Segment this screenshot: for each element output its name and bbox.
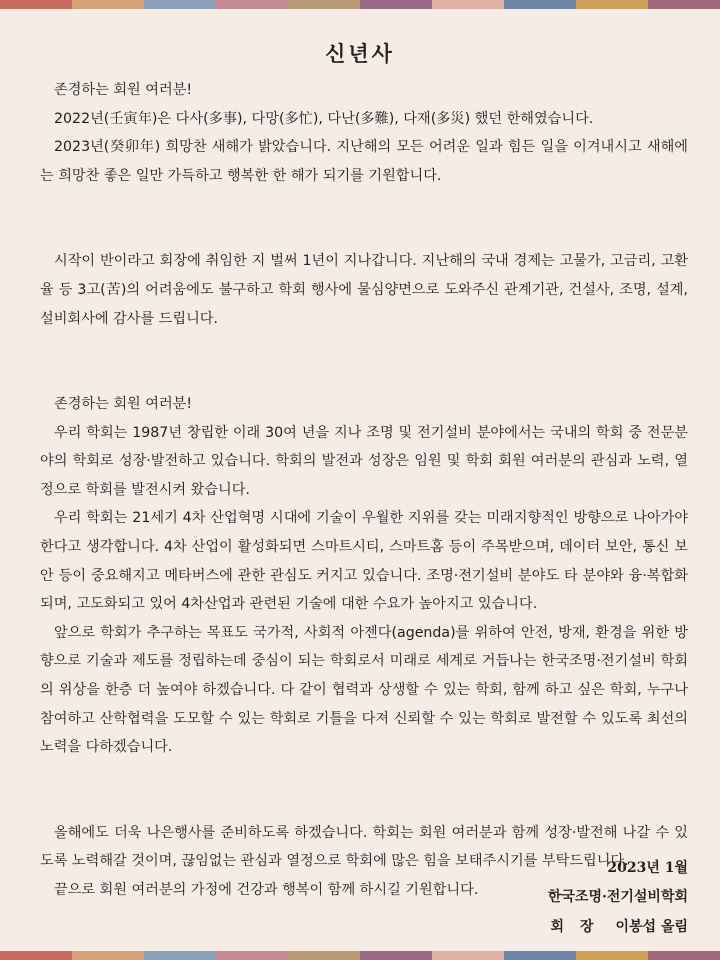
signature-organization: 한국조명·전기설비학회 — [547, 889, 688, 905]
signature-role: 회장 — [550, 919, 610, 935]
stripe-segment — [360, 0, 432, 9]
body-paragraph: 존경하는 회원 여러분! — [54, 396, 193, 413]
body-paragraph: 우리 학회는 1987년 창립한 이래 30여 년을 지나 조명 및 전기설비 분야에서는 국내의 학회 중 전문분야의 학회로 성장·발전하고 있습니다. 학회의 발전과 성장은 임원 및 학회 회원 여러분의 관심과 노력, 열정으로 학회를 발전시켜 왔습니다. — [40, 424, 688, 498]
stripe-segment — [576, 951, 648, 960]
stripe-segment — [144, 951, 216, 960]
body-paragraph: 우리 학회는 21세기 4차 산업혁명 시대에 기술이 우월한 지위를 갖는 미래지향적인 방향으로 나아가야 한다고 생각합니다. 4차 산업이 활성화되면 스마트시티, 스마트홈 등이 주목받으며, 데이터 보안, 통신 보안 등이 중요해지고 메타버스에 관한 관심도 커지고 있습니다. 조명·전기설비 분야도 타 분야와 융·복합화 되며, 고도화되고 있어 4차산업과 관련된 기술에 대한 수요가 높아지고 있습니다. — [40, 510, 688, 613]
stripe-segment — [432, 0, 504, 9]
stripe-segment — [504, 951, 576, 960]
stripe-segment — [576, 0, 648, 9]
stripe-segment — [504, 0, 576, 9]
stripe-segment — [72, 951, 144, 960]
body-paragraph: 존경하는 회원 여러분! — [54, 82, 193, 98]
body-paragraph: 2023년(癸卯年) 희망찬 새해가 밝았습니다. 지난해의 모든 어려운 일과 힘든 일을 이겨내시고 새해에는 희망찬 좋은 일만 가득하고 행복한 한 해가 되기를 기원합니다. — [40, 139, 688, 184]
paragraph-spacer — [40, 776, 688, 805]
body-paragraph: 시작이 반이라고 회장에 취임한 지 벌써 1년이 지나갑니다. 지난해의 국내 경제는 고물가, 고금리, 고환율 등 3고(苦)의 어려움에도 불구하고 학회 행사에 물심양면으로 도와주신 관계기관, 건설사, 조명, 설계, 설비회사에 감사를 드립니다. — [40, 253, 688, 327]
top-decorative-stripe — [0, 0, 720, 9]
signature-line — [388, 916, 688, 936]
signature-name: 이봉섭 올림 — [615, 919, 688, 935]
letter-body — [40, 76, 688, 905]
bottom-decorative-stripe — [0, 951, 720, 960]
stripe-segment — [72, 0, 144, 9]
stripe-segment — [144, 0, 216, 9]
stripe-segment — [216, 951, 288, 960]
body-paragraph: 2022년(壬寅年)은 다사(多事), 다망(多忙), 다난(多難), 다재(多災) 했던 한해였습니다. — [54, 110, 594, 127]
stripe-segment — [288, 0, 360, 9]
signature-date: 2023년 1월 — [607, 860, 688, 876]
stripe-segment — [0, 0, 72, 9]
stripe-segment — [216, 0, 288, 9]
paragraph-spacer — [40, 347, 688, 376]
paragraph-spacer — [40, 205, 688, 234]
stripe-segment — [288, 951, 360, 960]
body-paragraph: 앞으로 학회가 추구하는 목표도 국가적, 사회적 아젠다(agenda)를 위하여 안전, 방재, 환경을 위한 방향으로 기술과 제도를 정립하는데 중심이 되는 학회로서 미래로 세계로 거듭나는 한국조명·전기설비 학회의 위상을 한층 더 높여야 하겠습니다. 다 같이 협력과 상생할 수 있는 학회, 함께 하고 싶은 학회, 누구나 참여하고 산학협력을 도모할 수 있는 학회로 기틀을 다져 신뢰할 수 있는 학회로 발전할 수 있도록 최선의 노력을 다하겠습니다. — [40, 624, 688, 756]
stripe-segment — [648, 0, 720, 9]
stripe-segment — [0, 951, 72, 960]
page-title: 신년사 — [325, 41, 395, 67]
stripe-segment — [360, 951, 432, 960]
body-paragraph: 올해에도 더욱 나은행사를 준비하도록 하겠습니다. 학회는 회원 여러분과 함께 성장·발전해 나갈 수 있도록 노력해갈 것이며, 끊임없는 관심과 열정으로 학회에 많은 힘을 보태주시기를 부탁드립니다. — [40, 824, 688, 870]
stripe-segment — [648, 951, 720, 960]
body-paragraph: 끝으로 회원 여러분의 가정에 건강과 행복이 함께 하시길 기원합니다. — [54, 881, 479, 898]
stripe-segment — [432, 951, 504, 960]
